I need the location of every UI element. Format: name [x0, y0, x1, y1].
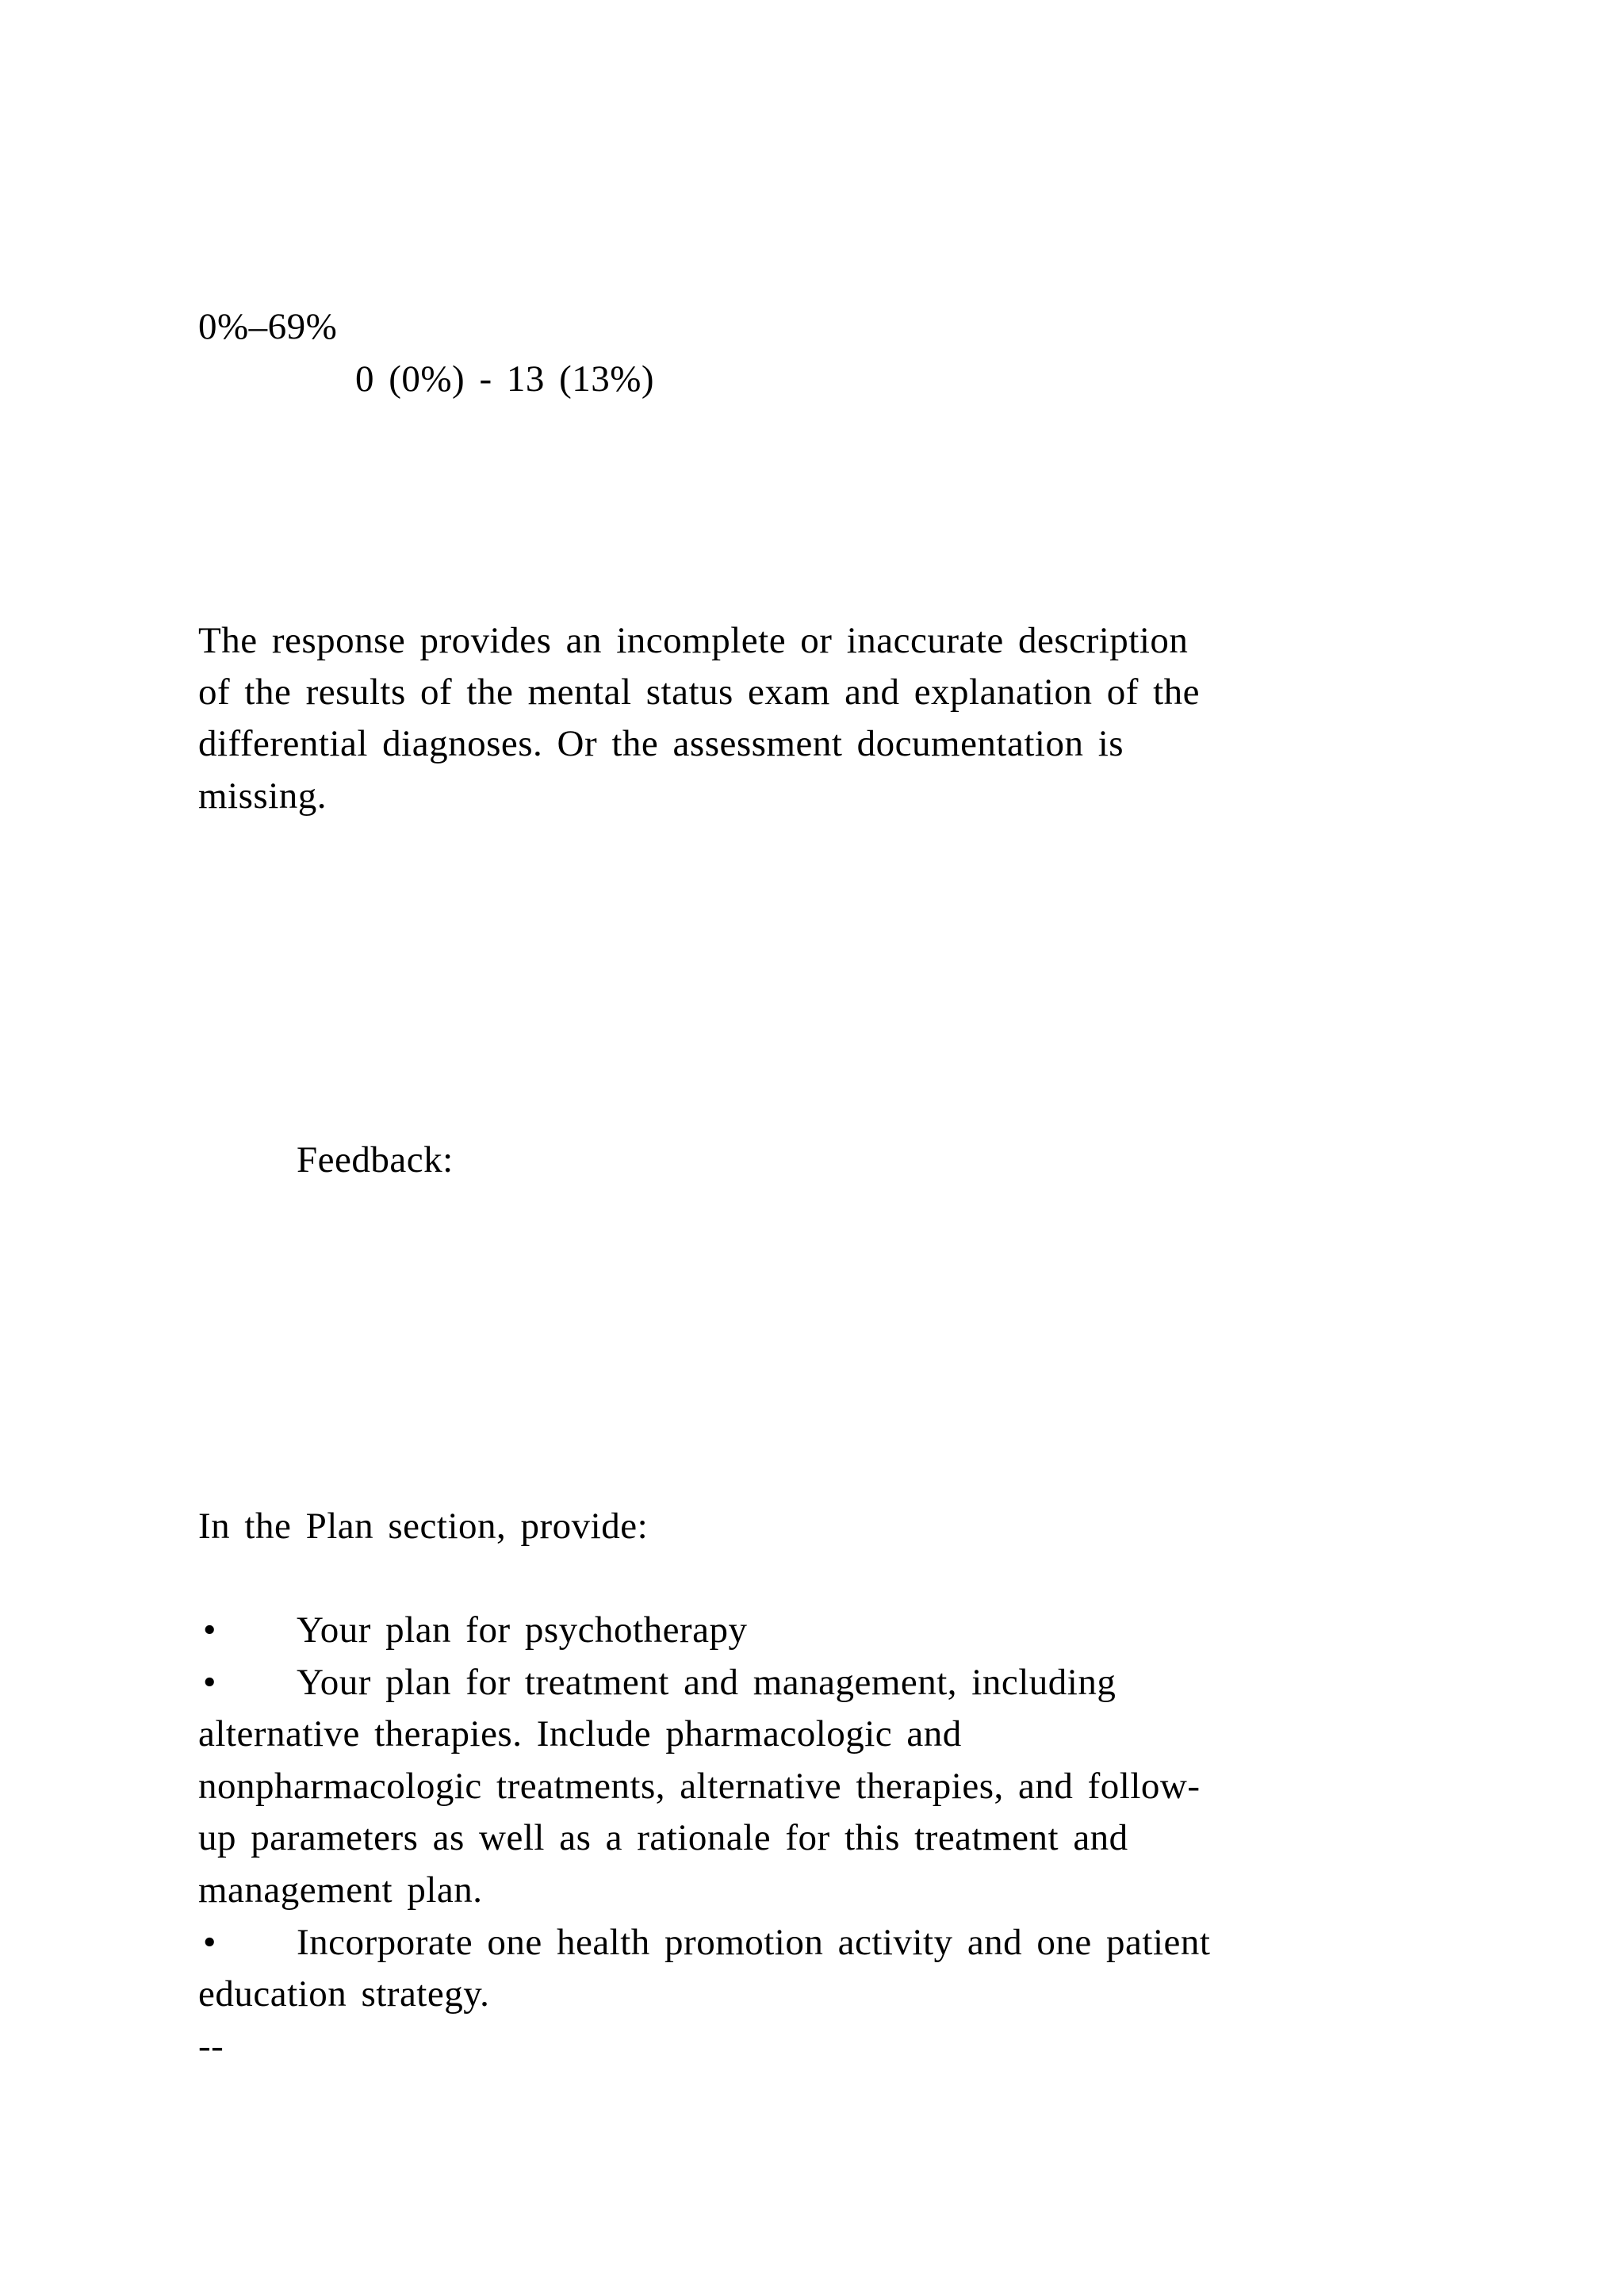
score-range: 0%–69%	[198, 306, 338, 347]
bullet-marker: •	[203, 1662, 216, 1703]
bullet-item-continuation: nonpharmacologic treatments, alternative therapies, and follow-	[198, 1766, 1201, 1807]
plan-heading: In the Plan section, provide:	[198, 1506, 649, 1547]
description-line: The response provides an incomplete or inaccurate description	[198, 620, 1189, 661]
description-line: missing.	[198, 775, 327, 817]
bullet-item-text: Incorporate one health promotion activity and one patient	[297, 1922, 1211, 1963]
score-points: 0 (0%) - 13 (13%)	[355, 358, 655, 400]
bullet-marker: •	[203, 1922, 216, 1963]
description-line: differential diagnoses. Or the assessment documentation is	[198, 723, 1124, 764]
bullet-marker: •	[203, 1609, 216, 1651]
trailing-dashes: --	[198, 2026, 224, 2067]
feedback-label: Feedback:	[297, 1139, 454, 1181]
bullet-item-continuation: management plan.	[198, 1869, 483, 1911]
bullet-item-text: Your plan for psychotherapy	[297, 1609, 748, 1651]
bullet-item-text: Your plan for treatment and management, including	[297, 1662, 1116, 1703]
description-line: of the results of the mental status exam and explanation of the	[198, 672, 1201, 713]
bullet-item-continuation: education strategy.	[198, 1973, 490, 2015]
bullet-item-continuation: up parameters as well as a rationale for this treatment and	[198, 1817, 1128, 1858]
bullet-item-continuation: alternative therapies. Include pharmacologic and	[198, 1713, 962, 1755]
